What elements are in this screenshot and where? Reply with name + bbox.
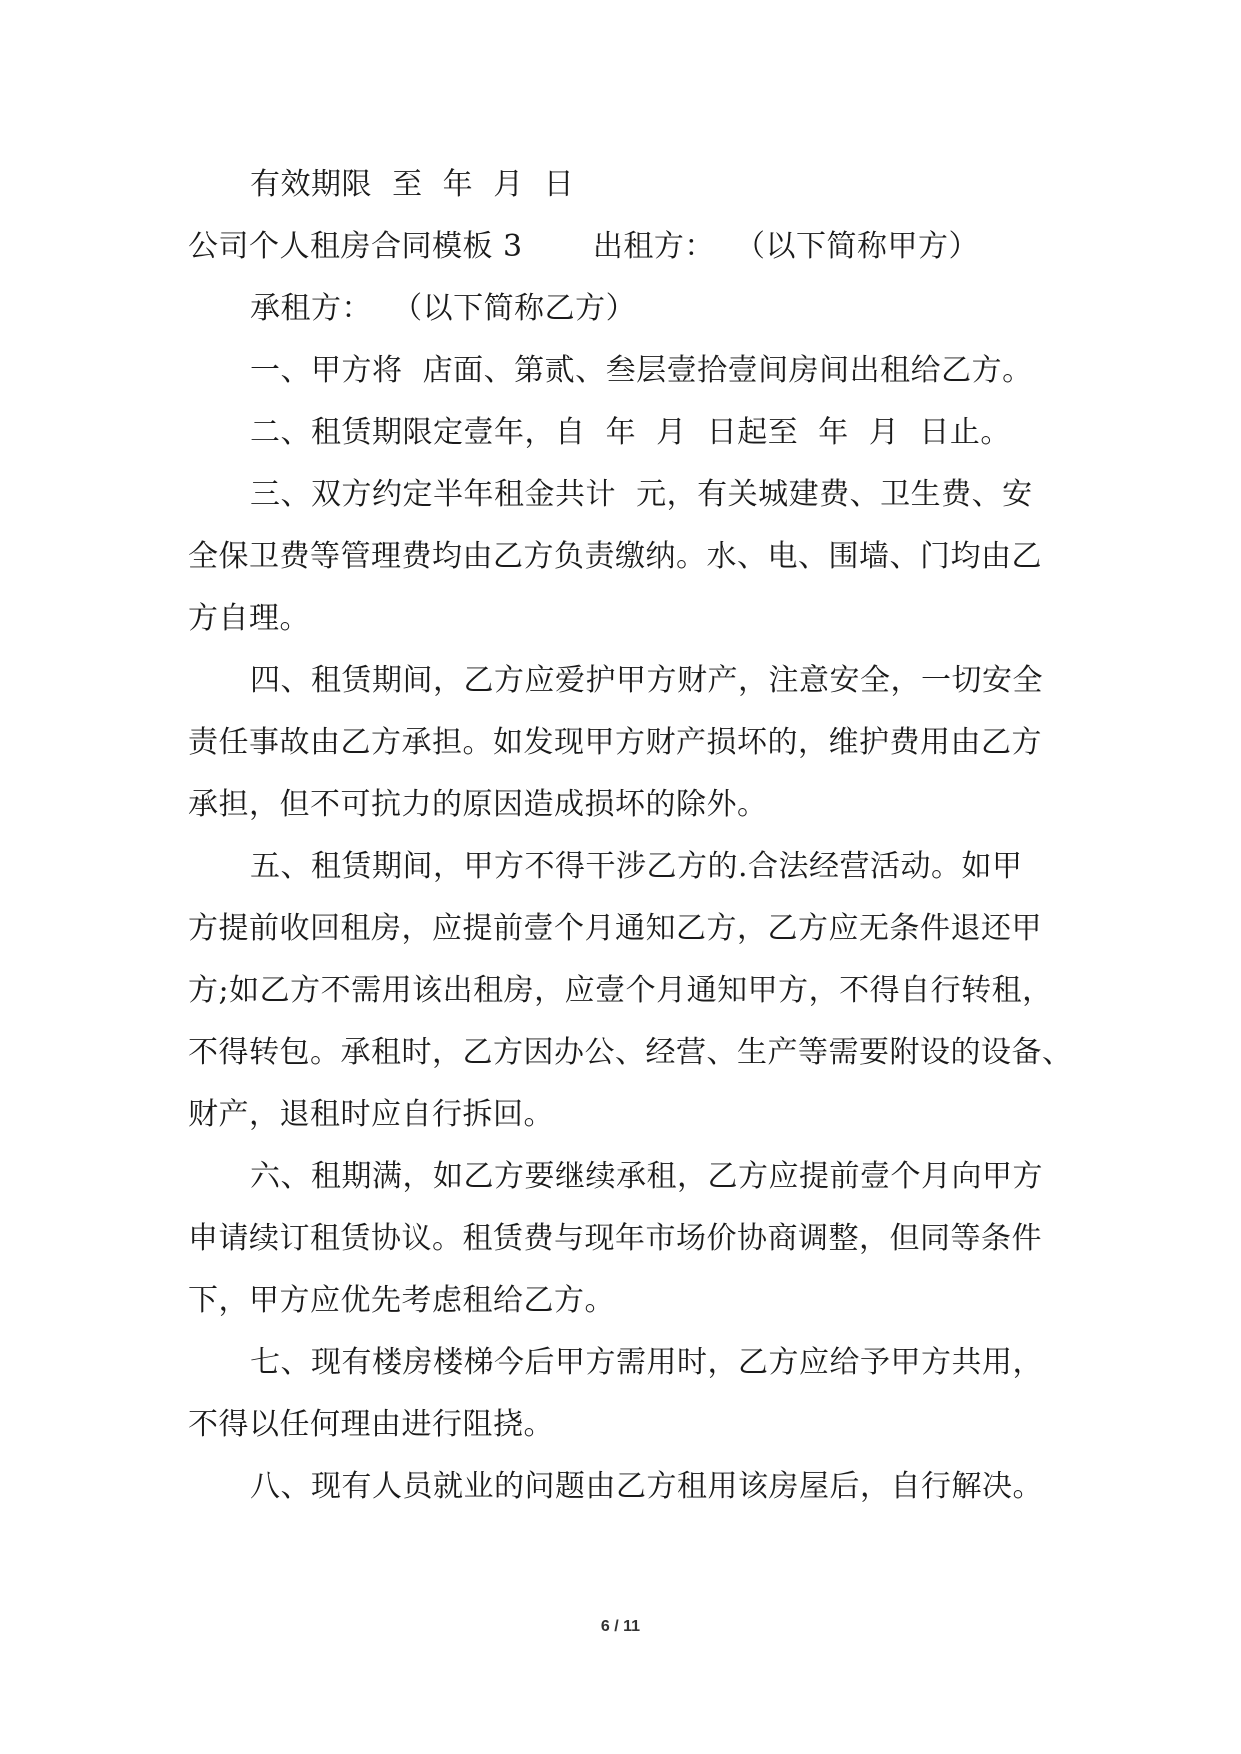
contract-title-line: 公司个人租房合同模板 3 出租方： （以下简称甲方） (188, 229, 979, 264)
document-body (188, 154, 1073, 1518)
clause-3-line-1: 三、双方约定半年租金共计 元，有关城建费、卫生费、安 (250, 477, 1033, 512)
validity-line: 有效期限 至 年 月 日 (250, 167, 575, 202)
clause-7-line-1: 七、现有楼房楼梯今后甲方需用时，乙方应给予甲方共用， (250, 1345, 1043, 1380)
clause-5-line-1: 五、租赁期间，甲方不得干涉乙方的.合法经营活动。如甲 (250, 849, 1023, 884)
clause-5-line-3: 方;如乙方不需用该出租房，应壹个月通知甲方，不得自行转租， (188, 973, 1053, 1008)
clause-3-line-2: 全保卫费等管理费均由乙方负责缴纳。水、电、围墙、门均由乙 (188, 539, 1042, 574)
clause-1: 一、甲方将 店面、第贰、叁层壹拾壹间房间出租给乙方。 (250, 353, 1033, 388)
page-number: 6 / 11 (600, 1618, 641, 1635)
clause-5-line-5: 财产，退租时应自行拆回。 (188, 1097, 554, 1132)
clause-4-line-3: 承担，但不可抗力的原因造成损坏的除外。 (188, 787, 768, 822)
clause-6-line-1: 六、租期满，如乙方要继续承租，乙方应提前壹个月向甲方 (250, 1159, 1043, 1194)
clause-6-line-3: 下，甲方应优先考虑租给乙方。 (188, 1283, 615, 1318)
lessee-line: 承租方： （以下简称乙方） (250, 291, 637, 326)
clause-4-line-1: 四、租赁期间，乙方应爱护甲方财产，注意安全，一切安全 (250, 663, 1043, 698)
clause-8: 八、现有人员就业的问题由乙方租用该房屋后，自行解决。 (250, 1469, 1043, 1504)
clause-7-line-2: 不得以任何理由进行阻挠。 (188, 1407, 554, 1442)
clause-4-line-2: 责任事故由乙方承担。如发现甲方财产损坏的，维护费用由乙方 (188, 725, 1042, 760)
clause-6-line-2: 申请续订租赁协议。租赁费与现年市场价协商调整，但同等条件 (188, 1221, 1042, 1256)
clause-3-line-3: 方自理。 (188, 601, 310, 636)
clause-5-line-2: 方提前收回租房，应提前壹个月通知乙方，乙方应无条件退还甲 (188, 911, 1042, 946)
clause-2: 二、租赁期限定壹年，自 年 月 日起至 年 月 日止。 (250, 415, 1011, 450)
clause-5-line-4: 不得转包。承租时，乙方因办公、经营、生产等需要附设的设备、 (188, 1035, 1073, 1070)
